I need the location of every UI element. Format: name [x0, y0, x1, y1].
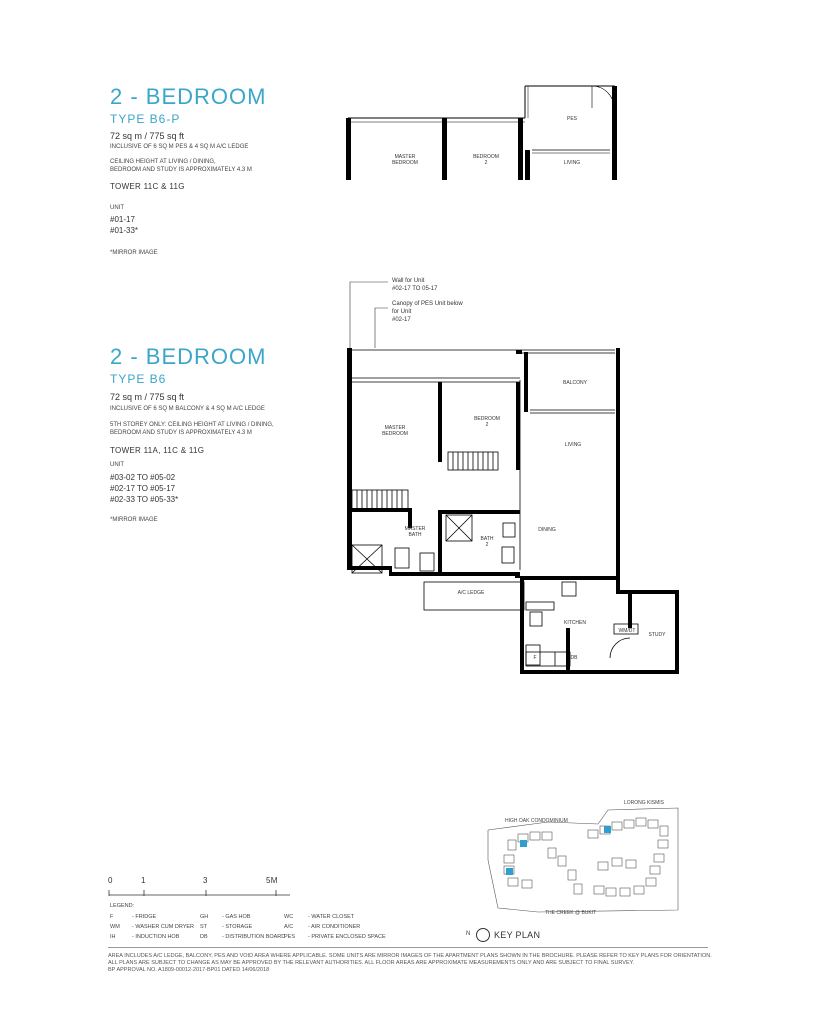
north-arrow-icon — [476, 928, 490, 942]
b6p-area: 72 sq m / 775 sq ft — [110, 131, 185, 141]
b6-ceiling-line2: BEDROOM AND STUDY IS APPROXIMATELY 4.3 M — [110, 430, 252, 436]
b6-room-balcony: BALCONY — [563, 380, 587, 386]
legend-item: PES - PRIVATE ENCLOSED SPACE — [284, 934, 386, 940]
legend-title: LEGEND: — [110, 903, 135, 909]
b6p-room-master-bedroom: MASTER BEDROOM — [392, 154, 418, 166]
b6-annotation-leaders — [340, 270, 520, 350]
b6-note-canopy-1: Canopy of PES Unit below — [392, 301, 463, 307]
b6p-ceiling-line1: CEILING HEIGHT AT LIVING / DINING, — [110, 159, 216, 165]
b6-ceiling-line1: 5TH STOREY ONLY: CEILING HEIGHT AT LIVING / DINING, — [110, 422, 274, 428]
legend-item: ST - STORAGE — [200, 924, 253, 930]
legend-item: GH - GAS HOB — [200, 914, 251, 920]
footer-line-3: BP APPROVAL NO. A1809-00012-2017-BP01 DATED 14/06/2018 — [108, 967, 270, 973]
b6-note-canopy-2: for Unit — [392, 309, 412, 315]
b6-room-kitchen: KITCHEN — [564, 620, 586, 626]
b6p-room-bedroom-2: BEDROOM 2 — [473, 154, 499, 166]
footer-line-1: AREA INCLUDES A/C LEDGE, BALCONY, PES AND VOID AREA WHERE APPLICABLE. SOME UNITS ARE MIRROR IMAGES OF THE APARTMENT PLANS SHOWN IN THE BROCHURE. PLEASE REFER TO KEY PLANS FOR ORIENTATION. — [108, 953, 712, 959]
b6-unit-3: #02-33 TO #05-33* — [110, 495, 179, 504]
legend-item: IH - INDUCTION HOB — [110, 934, 180, 940]
b6-room-master-bedroom: MASTER BEDROOM — [382, 425, 408, 437]
b6-label-db: DB — [570, 655, 578, 661]
b6-room-study: STUDY — [648, 632, 666, 638]
key-plan-bottom-label: THE CREEK @ BUKIT — [545, 910, 597, 916]
legend-item: WM - WASHER CUM DRYER — [110, 924, 195, 930]
b6p-title: 2 - BEDROOM — [110, 84, 267, 109]
b6p-type: TYPE B6-P — [110, 112, 181, 126]
b6-unit-2: #02-17 TO #05-17 — [110, 484, 176, 493]
b6p-unit-label: UNIT — [110, 205, 124, 211]
scale-bar — [108, 885, 298, 897]
scale-tick-0: 0 — [108, 876, 113, 885]
key-plan-neighbor-label: HIGH OAK CONDOMINIUM — [505, 818, 568, 824]
legend-item: A/C - AIR CONDITIONER — [284, 924, 361, 930]
b6p-unit-2: #01-33* — [110, 226, 139, 235]
b6-room-bedroom-2: BEDROOM 2 — [474, 416, 500, 428]
b6p-floor-plan — [340, 84, 630, 184]
b6-note-wall-2: #02-17 TO 05-17 — [392, 286, 438, 292]
b6-room-living: LIVING — [564, 442, 582, 448]
b6p-tower: TOWER 11C & 11G — [110, 182, 185, 191]
b6p-ceiling-line2: BEDROOM AND STUDY IS APPROXIMATELY 4.3 M — [110, 167, 252, 173]
b6p-mirror-note: *MIRROR IMAGE — [110, 250, 158, 256]
b6p-room-living: LIVING — [563, 160, 581, 166]
b6-area: 72 sq m / 775 sq ft — [110, 392, 185, 402]
b6-note-canopy-3: #02-17 — [392, 317, 411, 323]
legend-item: F - FRIDGE — [110, 914, 157, 920]
north-label: N — [466, 931, 471, 937]
b6-type: TYPE B6 — [110, 372, 167, 386]
b6-tower: TOWER 11A, 11C & 11G — [110, 446, 205, 455]
legend-item: WC - WATER CLOSET — [284, 914, 355, 920]
footer-divider — [108, 947, 708, 948]
scale-tick-1: 1 — [141, 876, 146, 885]
b6-note-wall-1: Wall for Unit — [392, 278, 425, 284]
b6-room-dining: DINING — [538, 527, 556, 533]
b6-label-fridge: F — [533, 655, 537, 661]
legend-item: DB - DISTRIBUTION BOARD — [200, 934, 286, 940]
key-plan-road-label: LORONG KISMIS — [624, 800, 665, 806]
key-plan-label: KEY PLAN — [494, 930, 541, 940]
b6p-unit-1: #01-17 — [110, 215, 135, 224]
b6p-inclusive: INCLUSIVE OF 6 SQ M PES & 4 SQ M A/C LEDGE — [110, 144, 249, 150]
b6-room-ac-ledge: A/C LEDGE — [457, 590, 485, 596]
b6-room-bath-2: BATH 2 — [480, 536, 494, 548]
scale-tick-5m: 5M — [266, 876, 278, 885]
b6-title: 2 - BEDROOM — [110, 344, 267, 369]
b6-unit-1: #03-02 TO #05-02 — [110, 473, 176, 482]
b6-unit-label: UNIT — [110, 462, 124, 468]
b6-room-master-bath: MASTER BATH — [404, 526, 426, 538]
b6-mirror-note: *MIRROR IMAGE — [110, 517, 158, 523]
b6-inclusive: INCLUSIVE OF 6 SQ M BALCONY & 4 SQ M A/C LEDGE — [110, 406, 265, 412]
footer-line-2: ALL PLANS ARE SUBJECT TO CHANGE AS MAY BE APPROVED BY THE RELEVANT AUTHORITIES. ALL FLOOR AREAS ARE APPROXIMATE MEASUREMENTS ONLY AND ARE SUBJECT TO FINAL SURVEY. — [108, 960, 635, 966]
b6-room-wm-dt: WM/DT — [618, 628, 636, 634]
b6p-room-pes: PES — [566, 116, 577, 122]
scale-tick-3: 3 — [203, 876, 208, 885]
